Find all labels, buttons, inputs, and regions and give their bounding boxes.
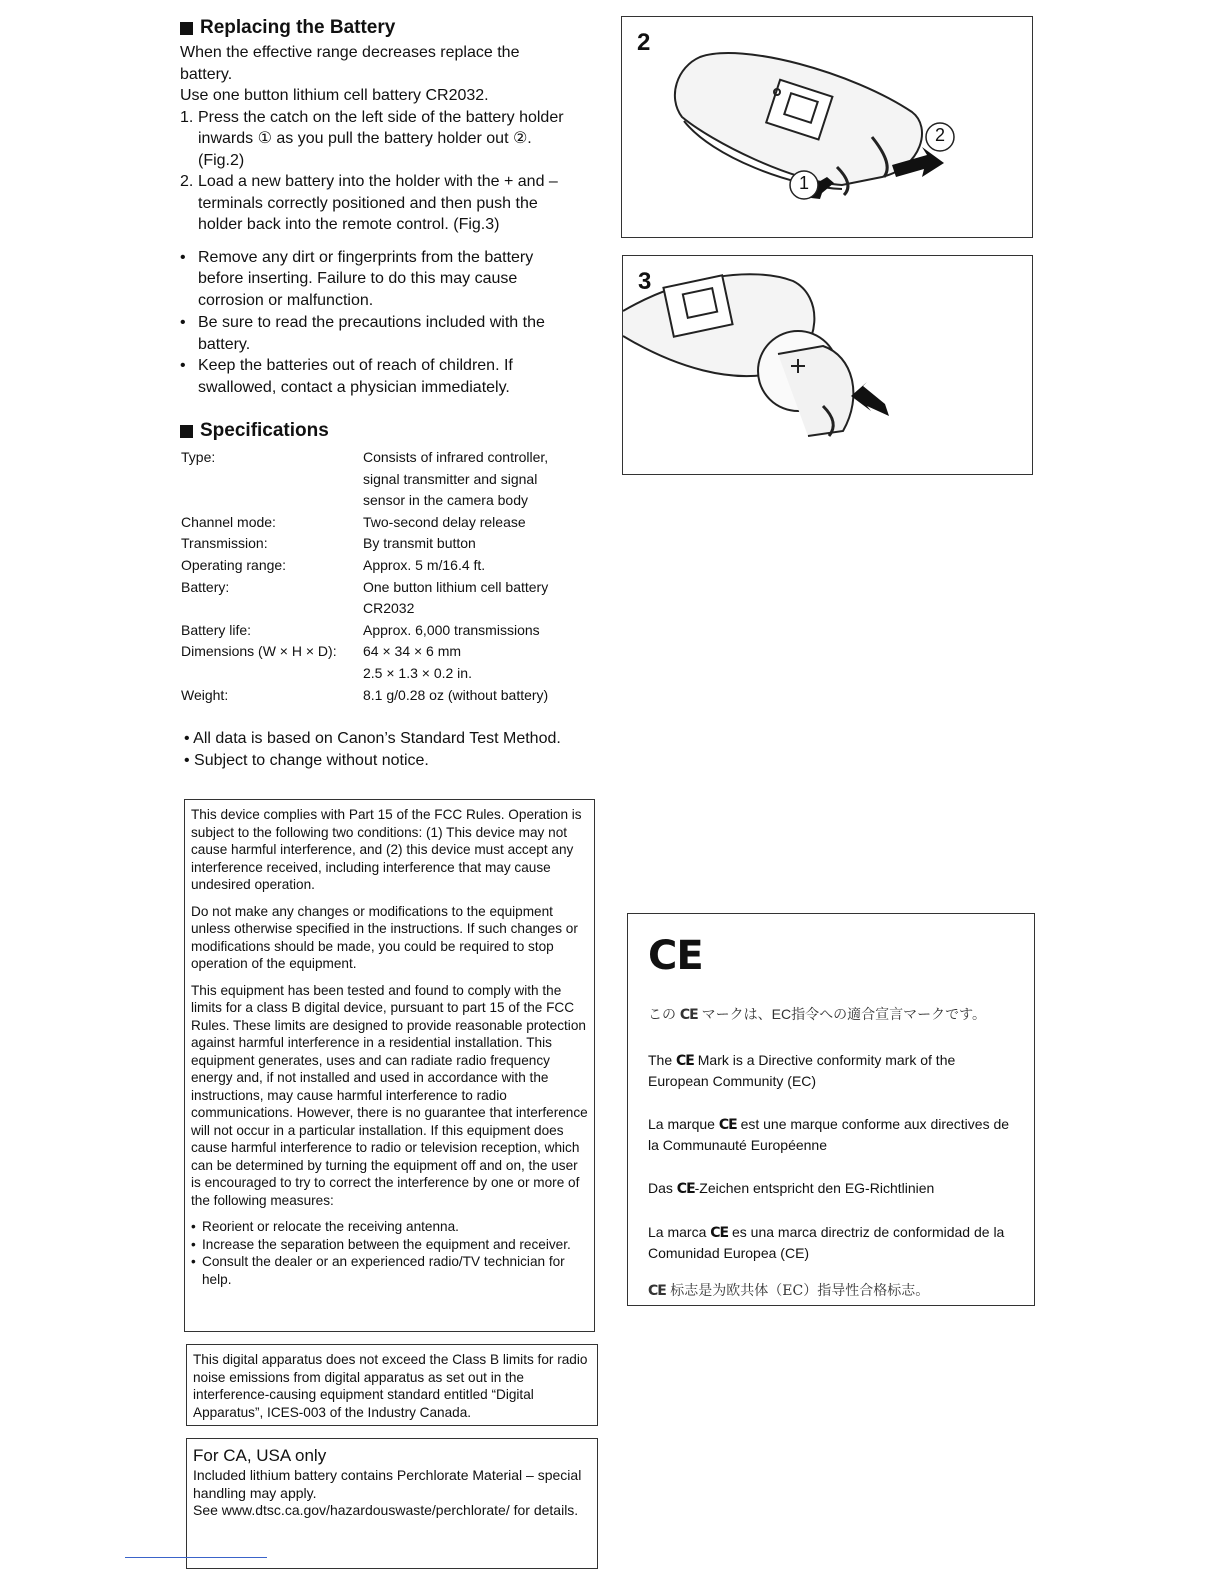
precautions-list bbox=[180, 247, 600, 400]
step-item: 1. Press the catch on the left side of the battery holder inwards ① as you pull the battery holder out ②. (Fig.2) bbox=[180, 108, 564, 169]
fcc-measures-list bbox=[191, 1218, 588, 1288]
fcc-paragraph: This equipment has been tested and found to comply with the limits for a class B digital device, pursuant to part 15 of the FCC Rules. These limits are designed to provide reasonable protection against harmful interference in a residential installation. This equipment generates, uses and can radiate radio frequency energy and, if not installed and used in accordance with the instructions, may cause harmful interference to radio communications. However, there is no guarantee that interference will not occur in a particular installation. If this equipment does cause harmful interference to radio or television reception, which can be determined by turning the equipment off and on, the user is encouraged to try to correct the interference by one or more of the following measures: bbox=[191, 982, 588, 1208]
footer-rule bbox=[125, 1557, 267, 1558]
fcc-paragraph: Do not make any changes or modifications to the equipment unless otherwise specified in the instructions. If such changes or modifications should be made, you could be required to stop operation of the equipment. bbox=[191, 903, 578, 971]
battery-insertion-illustration bbox=[623, 256, 1032, 474]
figure-3-label: 3 bbox=[638, 268, 652, 295]
replacing-section bbox=[180, 17, 600, 399]
ce-mark-icon: CE bbox=[676, 1181, 695, 1197]
intro-line: Use one button lithium cell battery CR2032. bbox=[180, 87, 489, 104]
ce-german: Das CE-Zeichen entspricht den EG-Richtlinien bbox=[648, 1180, 935, 1197]
ce-mark-icon: CE bbox=[718, 1117, 737, 1133]
ce-spanish: La marca CE es una marca directriz de conformidad de la Comunidad Europea (CE) bbox=[648, 1224, 1005, 1261]
precaution-item: • Remove any dirt or fingerprints from the battery before inserting. Failure to do this may cause corrosion or malfunction. bbox=[180, 248, 534, 310]
spec-row: Dimensions (W × H × D): 64 × 34 × 6 mm 2.5 × 1.3 × 0.2 in. bbox=[181, 643, 472, 681]
step-item: 2. Load a new battery into the holder with the + and – terminals correctly positioned and then push the holder back into the remote control. (Fig.3) bbox=[180, 173, 558, 233]
spec-row: Transmission: By transmit button bbox=[181, 535, 476, 552]
precaution-item: • Keep the batteries out of reach of children. If swallowed, contact a physician immediately. bbox=[180, 357, 513, 397]
figure-3 bbox=[622, 255, 1033, 475]
ce-english: The CE Mark is a Directive conformity mark of the European Community (EC) bbox=[648, 1052, 956, 1089]
specifications-section bbox=[180, 420, 600, 772]
intro-line: battery. bbox=[180, 65, 233, 83]
perchlorate-link: See www.dtsc.ca.gov/hazardouswaste/perchlorate/ for details. bbox=[193, 1502, 579, 1518]
perchlorate-text: Included lithium battery contains Perchlorate Material – special handling may apply. bbox=[193, 1467, 582, 1501]
spec-notes bbox=[184, 728, 600, 772]
fcc-notice-box bbox=[184, 799, 595, 1332]
ce-mark-icon: CE bbox=[679, 1007, 698, 1023]
callout-2: 2 bbox=[934, 125, 945, 145]
remote-battery-removal-illustration bbox=[622, 17, 1032, 237]
precaution-item: • Be sure to read the precautions included with the battery. bbox=[180, 313, 545, 353]
spec-note: • All data is based on Canon’s Standard Test Method. bbox=[184, 730, 561, 748]
ce-french: La marque CE est une marque conforme aux directives de la Communauté Européenne bbox=[648, 1116, 1010, 1153]
fcc-paragraph: This device complies with Part 15 of the FCC Rules. Operation is subject to the following two conditions: (1) This device may not cause harmful interference, and (2) this device must accept any interference received, including interference that may cause undesired operation. bbox=[191, 807, 582, 892]
spec-row: Weight: 8.1 g/0.28 oz (without battery) bbox=[181, 686, 549, 703]
spec-row: Battery: One button lithium cell battery CR2032 bbox=[181, 578, 549, 617]
replacing-intro bbox=[180, 42, 600, 236]
fcc-measure: • Reorient or relocate the receiving antenna. bbox=[191, 1219, 459, 1234]
square-bullet-icon bbox=[180, 425, 193, 438]
fcc-measure: • Consult the dealer or an experienced radio/TV technician for help. bbox=[191, 1254, 565, 1287]
callout-1: 1 bbox=[798, 173, 809, 193]
ce-mark-icon: CE bbox=[710, 1225, 729, 1241]
spec-row: Operating range: Approx. 5 m/16.4 ft. bbox=[181, 556, 486, 573]
ce-japanese: この CE マークは、EC指令への適合宣言マークです。 bbox=[648, 1006, 986, 1023]
ce-notice-box bbox=[627, 913, 1035, 1306]
figure-2 bbox=[621, 16, 1033, 238]
spec-note: • Subject to change without notice. bbox=[184, 752, 429, 770]
ices-notice-box: This digital apparatus does not exceed the Class B limits for radio noise emissions from digital apparatus as set out in the interference-causing equipment standard entitled “Digital Apparatus”, ICES-003 of the Industry Canada. bbox=[186, 1344, 598, 1426]
steps-list bbox=[180, 107, 600, 236]
figure-2-label: 2 bbox=[637, 29, 651, 56]
perchlorate-title: For CA, USA only bbox=[193, 1446, 327, 1465]
spec-row: Channel mode: Two-second delay release bbox=[181, 513, 526, 530]
fcc-measure: • Increase the separation between the equipment and receiver. bbox=[191, 1236, 571, 1252]
ce-mark-icon: CE bbox=[648, 1283, 666, 1299]
ce-mark-icon: CE bbox=[648, 933, 703, 979]
square-bullet-icon bbox=[180, 22, 193, 35]
specifications-heading: Specifications bbox=[180, 420, 600, 442]
ce-chinese: CE 标志是为欧共体（EC）指导性合格标志。 bbox=[648, 1283, 930, 1299]
ce-mark-icon: CE bbox=[676, 1053, 694, 1069]
replacing-heading: Replacing the Battery bbox=[180, 17, 600, 39]
spec-row: Type: Consists of infrared controller, signal transmitter and signal sensor in the camera body bbox=[181, 449, 549, 509]
spec-table bbox=[181, 447, 548, 706]
spec-row: Battery life: Approx. 6,000 transmissions bbox=[181, 621, 540, 638]
perchlorate-notice-box bbox=[186, 1438, 598, 1569]
intro-line: When the effective range decreases replace the bbox=[180, 44, 520, 61]
